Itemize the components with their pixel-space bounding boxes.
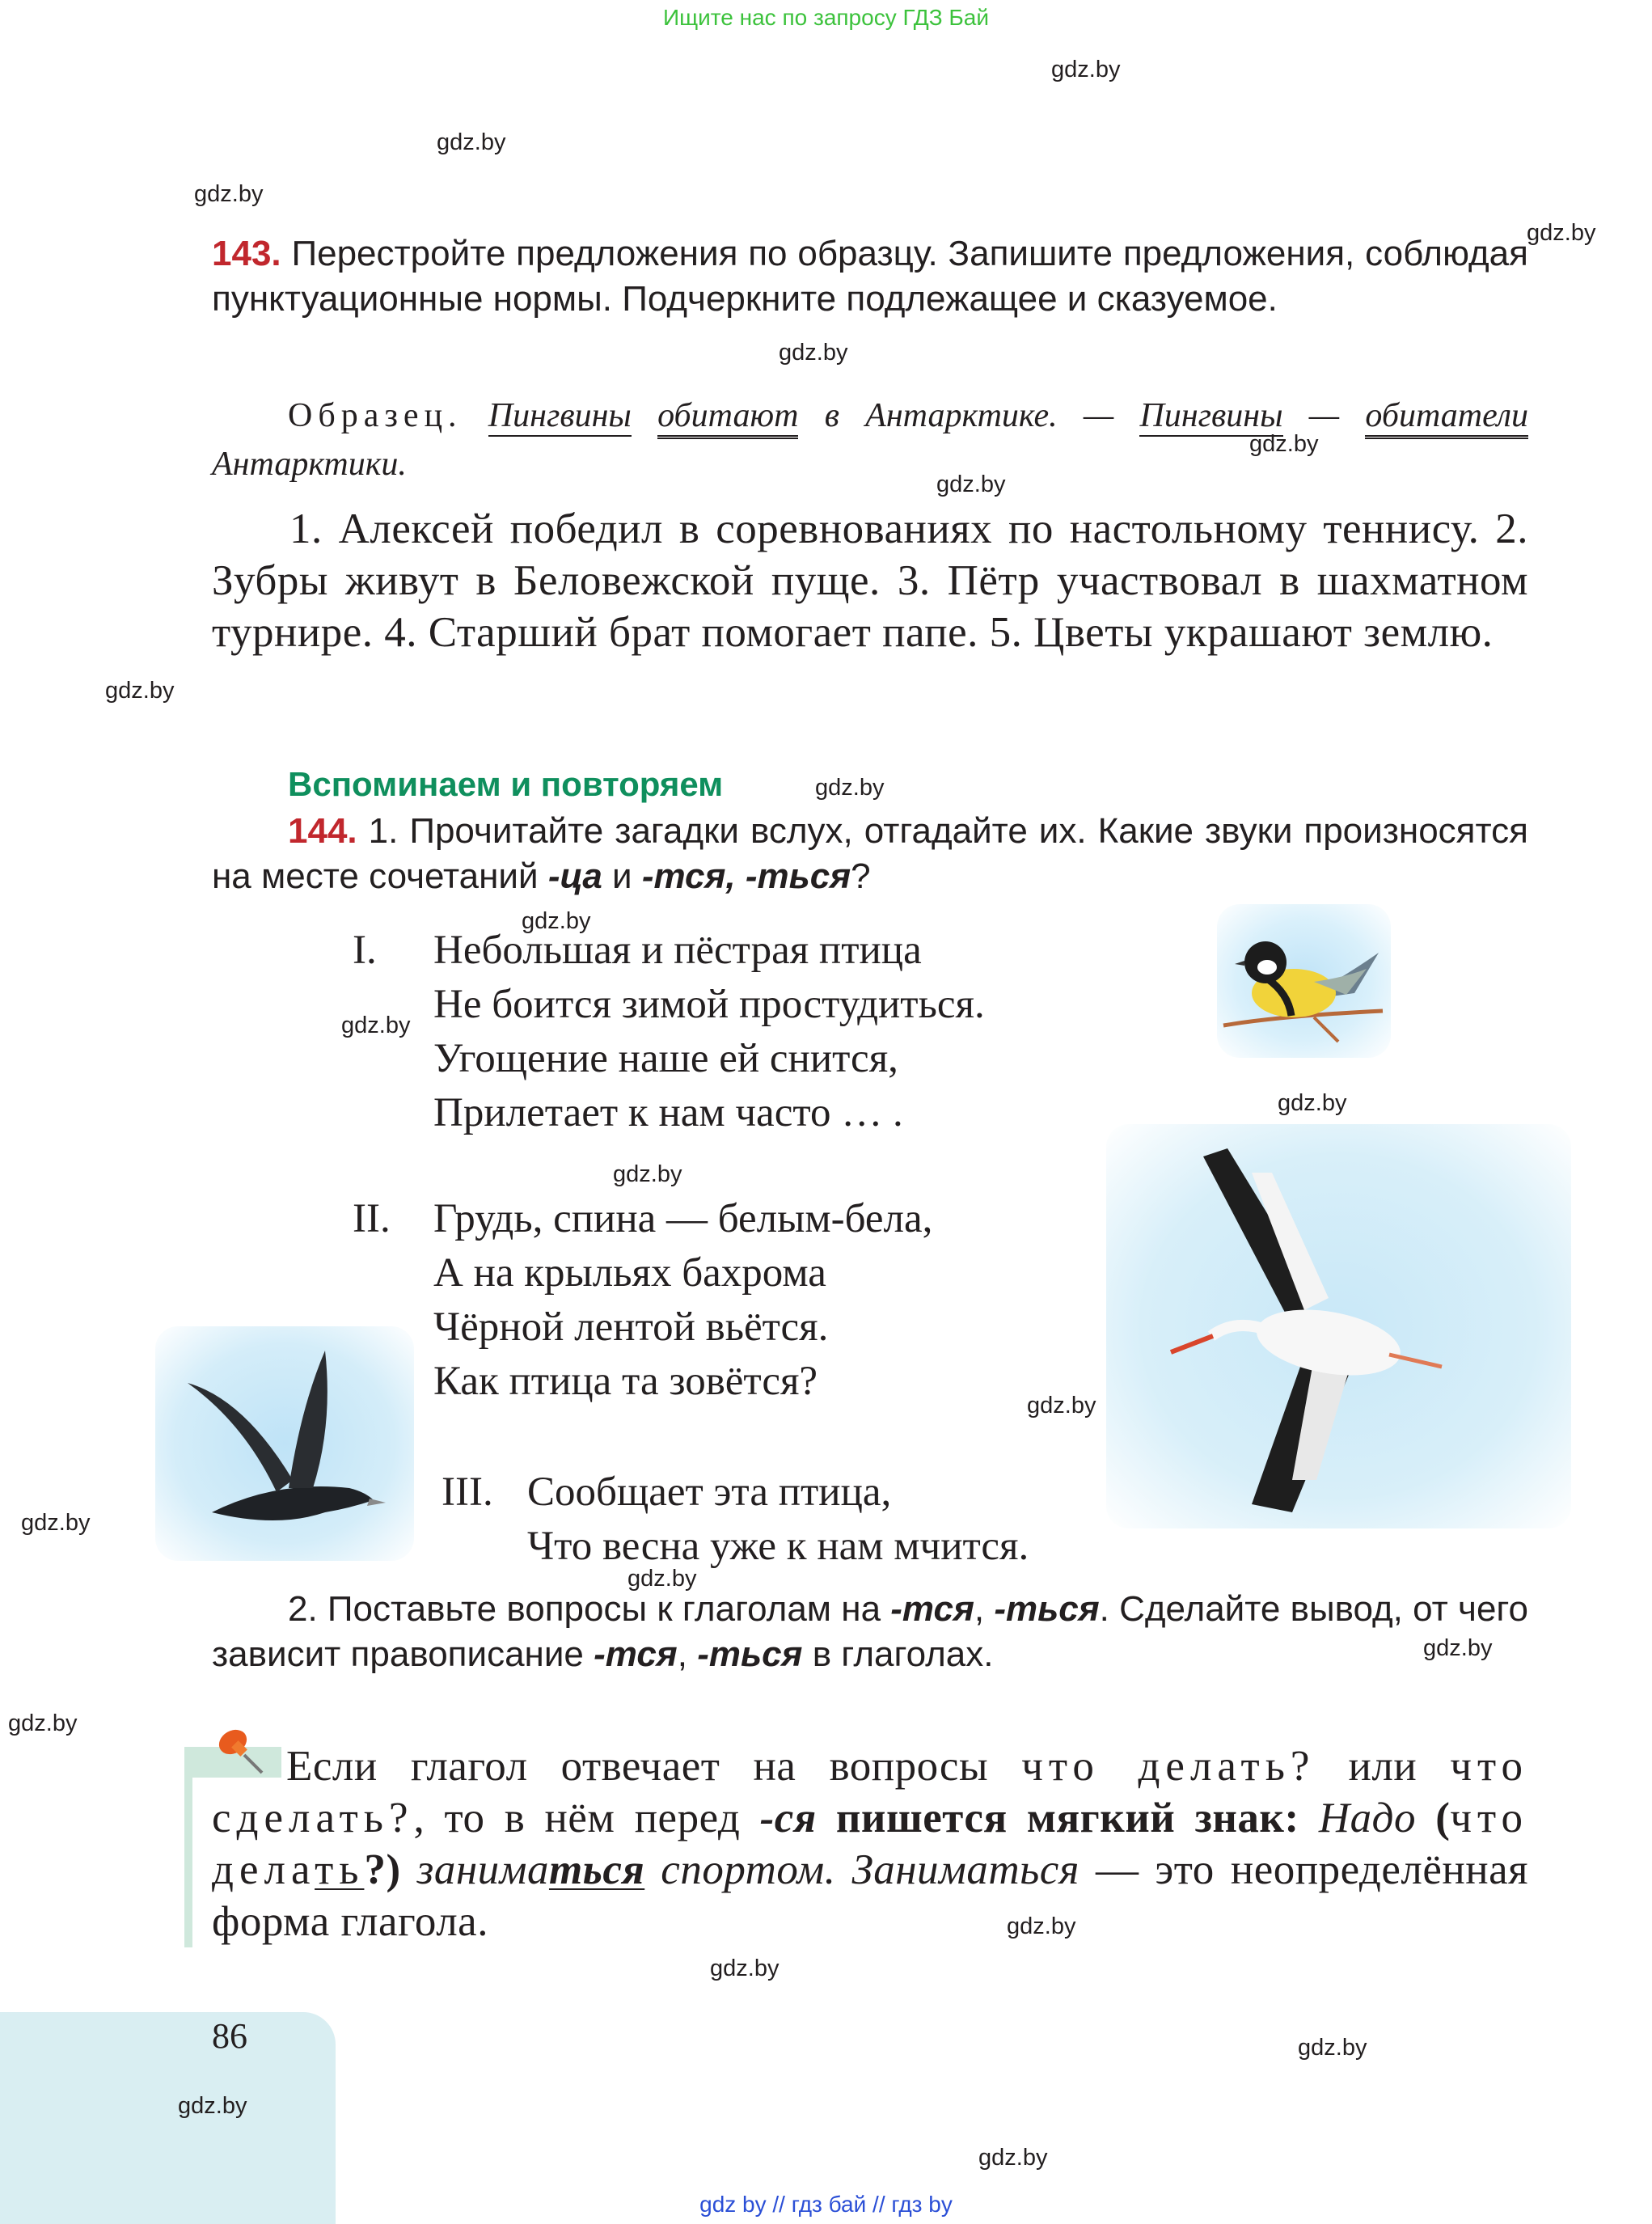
watermark: gdz.by [194,181,264,207]
ending-tsya-soft: -ться [697,1634,803,1674]
ending-tsya: -тся, -ться [641,856,851,896]
sample-label: Образец. [288,397,463,434]
task-text: в глаголах. [812,1634,994,1674]
task-143-instruction [212,231,1528,322]
sample-subject: Пингвины [1139,397,1282,437]
watermark: gdz.by [1051,57,1121,82]
watermark: gdz.by [1027,1393,1096,1419]
stork-image [1106,1124,1571,1528]
watermark: gdz.by [978,2145,1048,2171]
rule-question: что дела [212,1795,1529,1893]
rule-question: что сделать? [212,1743,1528,1841]
watermark: gdz.by [936,471,1006,497]
poem-line: Как птица та зовётся? [433,1359,818,1404]
tit-image [1217,904,1391,1058]
ending-tsya: -тся [890,1589,974,1629]
sample-text: в Антарктике. — [824,397,1114,434]
page-number: 86 [212,2016,247,2056]
riddle-1-number: I. [353,928,377,973]
poem-line: Не боится зимой простудиться. [433,982,985,1027]
rule-part: , то в нём перед [413,1795,741,1841]
task-text: , [677,1634,687,1674]
task-text: 1. Прочитайте загадки вслух, отгадайте их. Какие звуки произносятся на месте сочетаний [212,811,1528,896]
watermark: gdz.by [1298,2035,1367,2061]
poem-line: Угощение наше ей снится, [433,1036,898,1081]
task-text: ? [851,856,871,896]
poem-line: Чёрной лентой вьётся. [433,1304,829,1350]
rule-example: занима [416,1846,549,1893]
rule-part: или [1348,1743,1418,1790]
riddle-1 [433,924,985,1140]
rook-image [155,1326,414,1561]
sample-block [212,391,1528,488]
ending-tsa: -ца [547,856,602,896]
task-text: и [612,856,632,896]
task-number: 144. [288,811,357,851]
riddle-2 [433,1192,932,1409]
watermark: gdz.by [21,1510,91,1536]
watermark: gdz.by [1249,431,1319,457]
poem-line: Небольшая и пёстрая птица [433,928,922,973]
task-text: Перестройте предложения по образцу. Запишите предложения, соблюдая пунктуационные нормы. Подчеркните подлежащее и сказуемое. [212,234,1528,319]
watermark: gdz.by [710,1956,780,1981]
rule-text [212,1740,1528,1947]
poem-line: Грудь, спина — белым-бела, [433,1196,933,1241]
stork-bird-icon [1106,1124,1571,1528]
sample-subject: Пингвины [488,397,632,437]
sample-predicate: обитатели [1365,397,1528,439]
rule-part: Если глагол отвечает на вопросы [286,1743,989,1790]
poem-line: Что весна уже к нам мчится. [527,1524,1029,1569]
task-143-sentences: 1. Алексей победил в соревнованиях по настольному теннису. 2. Зубры живут в Беловежской пуще. 3. Пётр участвовал в шахматном турнире. 4. Старший брат помогает папе. 5. Цветы украшают землю. [212,505,1528,656]
task-text: 2. Поставьте вопросы к глаголам на [288,1589,881,1629]
riddle-3-number: III. [442,1469,493,1515]
task-text: . Сделайте вывод, от чего зависит правописание [212,1589,1528,1674]
page-number-tab [0,2012,336,2224]
ending-tsya: -тся [594,1634,678,1674]
watermark: gdz.by [1278,1090,1347,1116]
watermark: gdz.by [178,2093,247,2119]
sample-dash: — [1308,397,1340,434]
bottom-promo-note: gdz by // гдз бай // гдз by [699,2192,953,2217]
task-144-part-2 [212,1587,1528,1677]
task-144-part-1 [212,809,1528,899]
watermark: gdz.by [8,1710,78,1736]
rule-paren: ( [1435,1795,1451,1841]
poem-line: Прилетает к нам часто … . [433,1090,903,1135]
rule-example-ending: ться [548,1846,645,1893]
watermark: gdz.by [627,1566,697,1592]
section-heading: Вспоминаем и повторяем [288,765,724,803]
watermark: gdz.by [1527,220,1596,246]
riddle-3 [527,1465,1029,1574]
rule-paren: ?) [364,1846,401,1893]
sample-predicate: обитают [657,397,798,439]
rule-question-ending: ть [315,1846,365,1893]
watermark: gdz.by [1007,1913,1076,1939]
rule-emphasis: пишется мягкий знак: [835,1795,1299,1841]
rule-suffix: -ся [759,1795,817,1841]
rule-example: Заниматься [851,1846,1080,1893]
watermark: gdz.by [1423,1635,1493,1661]
rule-part: — это неопределённая форма глагола. [212,1846,1528,1945]
top-promo-note: Ищите нас по запросу ГДЗ Бай [662,5,990,30]
watermark: gdz.by [522,908,591,934]
watermark: gdz.by [779,340,848,366]
watermark: gdz.by [613,1161,682,1187]
sample-text: Антарктики. [212,446,407,483]
poem-line: Сообщает эта птица, [527,1469,892,1515]
rule-example: спортом. [661,1846,836,1893]
rule-question: что делать? [1021,1743,1316,1790]
poem-line: А на крыльях бахрома [433,1250,826,1296]
riddle-2-number: II. [353,1196,391,1241]
tit-bird-icon [1217,904,1391,1058]
rule-example: Надо [1318,1795,1416,1841]
watermark: gdz.by [105,678,175,704]
watermark: gdz.by [437,129,506,155]
task-text: , [974,1589,985,1629]
rook-bird-icon [155,1326,414,1561]
ending-tsya-soft: -ться [994,1589,1100,1629]
watermark: gdz.by [815,775,885,801]
task-number: 143. [212,234,281,273]
watermark: gdz.by [341,1013,411,1038]
